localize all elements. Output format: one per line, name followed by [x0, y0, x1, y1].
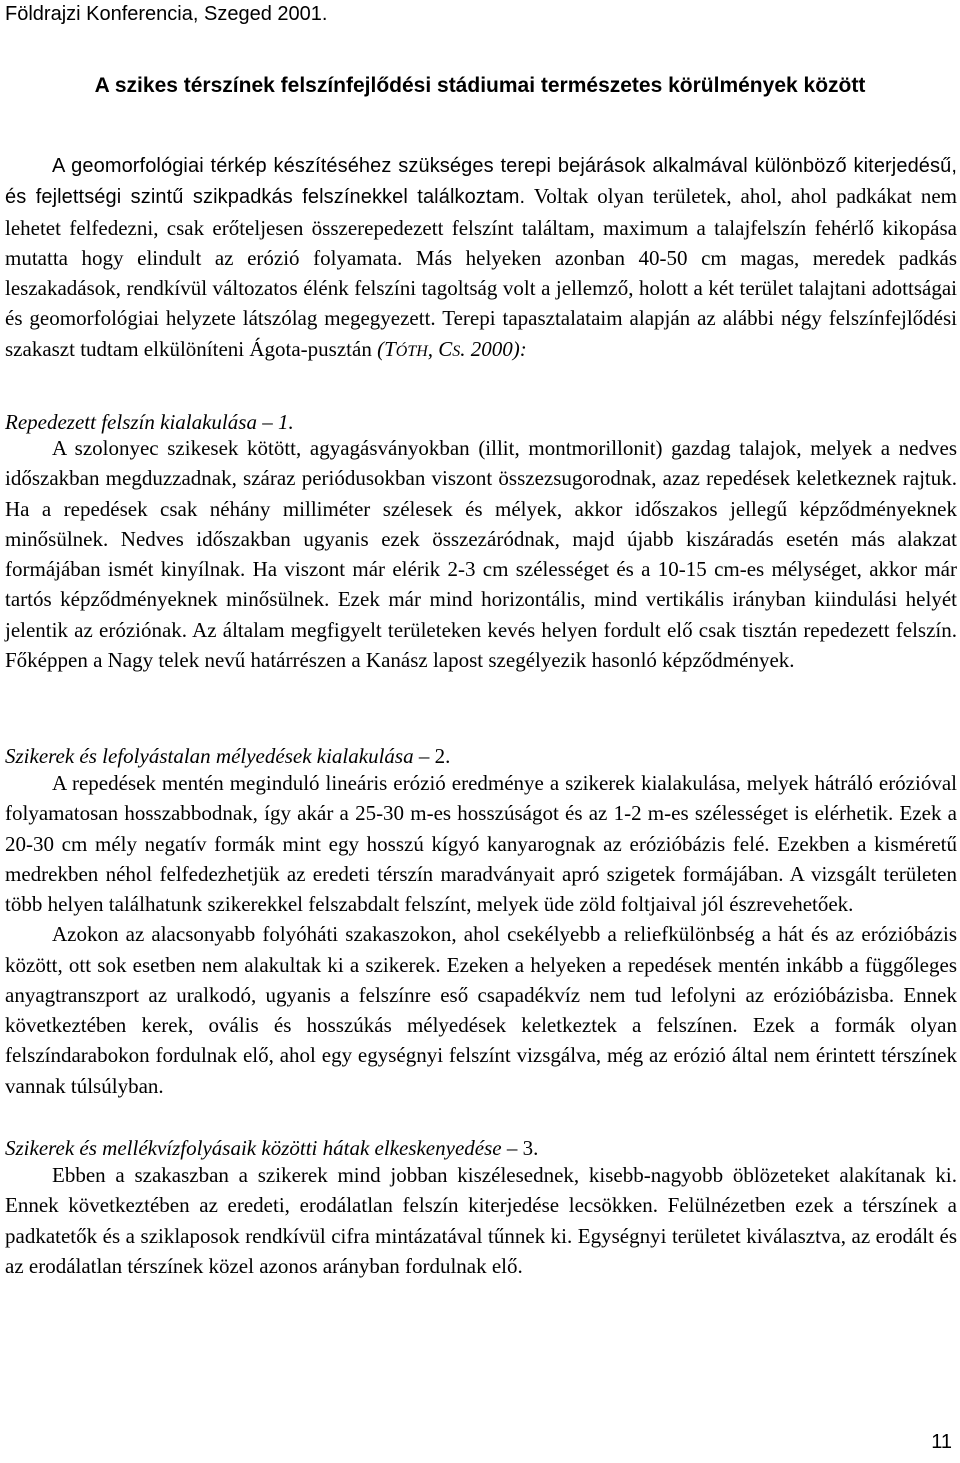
section-2-heading: [5, 742, 450, 770]
intro-serif-text: Voltak olyan területek, ahol, ahol padkákat nem lehetet felfedezni, csak erőteljesen összerepedezett felszínt találtam, maximum a talajfelszín fehérlő kikopása mutatta hogy elindult az erózió folyamata. Más helyeken azonban 40-50 cm magas, meredek padkás leszakadások, rendkívül változatos élénk felszíni tagoltság volt a jellemző, holott a két terület talajtani adottságai és geomorfológiai helyzete látszólag megegyezett. Terepi tapasztalataim alapján az alábbi négy felszínfejlődési szakaszt tudtam elkülöníteni Ágota-pusztán: [5, 184, 957, 361]
section-3-paragraph: Ebben a szakaszban a szikerek mind jobban kiszélesednek, kisebb-nagyobb öblözeteket alakítanak ki. Ennek következtében az eredeti, erodálatlan felszín kiterjedése lecsökken. Felülnézetben ezek a térszínek a padkatetők és a sziklaposok rendkívül cifra mintázatával tűnnek ki. Egységnyi területet kiválasztva, az erodált és az erodálatlan térszínek közel azonos arányban fordulnak elő.: [5, 1163, 957, 1278]
section-3-body: [5, 1160, 957, 1281]
section-2-heading-text: Szikerek és lefolyástalan mélyedések kialakulása –: [5, 744, 435, 768]
section-3-heading-number: 3.: [522, 1136, 539, 1160]
section-2-paragraph-2: Azokon az alacsonyabb folyóháti szakaszokon, ahol csekélyebb a reliefkülönbség a hát és az erózióbázis között, ott sok esetben nem alakultak ki a szikerek. Ezeken a helyeken a repedések mentén inkább a függőleges anyagtranszport az uralkodó, ugyanis a felszínre eső csapadékvíz nem tud lefolyni az erózióbázisba. Ennek következtében kerek, ovális és hosszúkás mélyedések keletkeztek a felszínen. Ezek a formák olyan felszíndarabokon fordulnak elő, ahol egy egységnyi felszínt vizsgálva, még az erózió által nem érintett térszínek vannak túlsúlyban.: [5, 922, 957, 1098]
section-1-paragraph: A szolonyec szikesek kötött, agyagásványokban (illit, montmorillonit) gazdag talajok, melyek a nedves időszakban megduzzadnak, száraz periódusokban viszont összezsugorodnak, azaz repedések keletkeznek rajtuk. Ha a repedések csak néhány milliméter szélesek és mélyek, akkor időszakos jellegű képződményeknek minősülnek. Nedves időszakban ugyanis ezek összezáródnak, majd újabb kiszáradás esetén más alakzat formájában ismét kinyílnak. Ha viszont már elérik 2-3 cm szélességet és a 10-15 cm-es mélységet, akkor már tartós képződményeknek minősülnek. Ezek már mind horizontális, mind vertikális irányban kiindulási helyét jelentik az eróziónak. Az általam megfigyelt területeken kevés helyen fordult elő csak tisztán repedezett felszín. Főképpen a Nagy telek nevű határrészen a Kanász lapost szegélyezik hasonló képződmények.: [5, 436, 957, 672]
section-3-heading-text: Szikerek és mellékvízfolyásaik közötti hátak elkeskenyedése –: [5, 1136, 523, 1160]
intro-paragraph: [5, 150, 957, 367]
intro-sans-text: A geomorfológiai térkép készítéséhez szükséges terepi bejárások alkalmával különböző kiterjedésű, és fejlettségi szintű szikpadkás felszínekkel találkoztam.: [5, 155, 957, 209]
citation: (TÓTH, CS. 2000):: [377, 336, 527, 361]
running-header: Földrajzi Konferencia, Szeged 2001.: [5, 3, 328, 25]
section-1-heading: Repedezett felszín kialakulása – 1.: [5, 410, 294, 434]
page-number: 11: [931, 1431, 952, 1453]
section-2-body: [5, 768, 957, 1101]
section-2-heading-number: 2.: [434, 744, 451, 768]
section-1-body: [5, 433, 957, 675]
section-2-paragraph-1: A repedések mentén meginduló lineáris erózió eredménye a szikerek kialakulása, melyek hátráló erózióval folyamatosan hosszabbodnak, így akár a 25-30 m-es hosszúságot és az 1-2 m-es szélességet is elérhetik. Ezek a 20-30 cm mély negatív formák mint egy hosszú kígyó kanyarognak az erózióbázis felé. Ezekben a kisméretű medrekben néhol felfedezhetjük az eredeti térszín maradványait apró szigetek formájában. A vizsgált területen több helyen találhatunk szikerekkel felszabdalt felszínt, melyek üde zöld foltjaival jól észrevehetőek.: [5, 771, 957, 916]
section-3-heading: [5, 1134, 538, 1162]
article-title: A szikes térszínek felszínfejlődési stádiumai természetes körülmények között: [94, 74, 866, 97]
intro-paragraph-block: [5, 150, 957, 367]
